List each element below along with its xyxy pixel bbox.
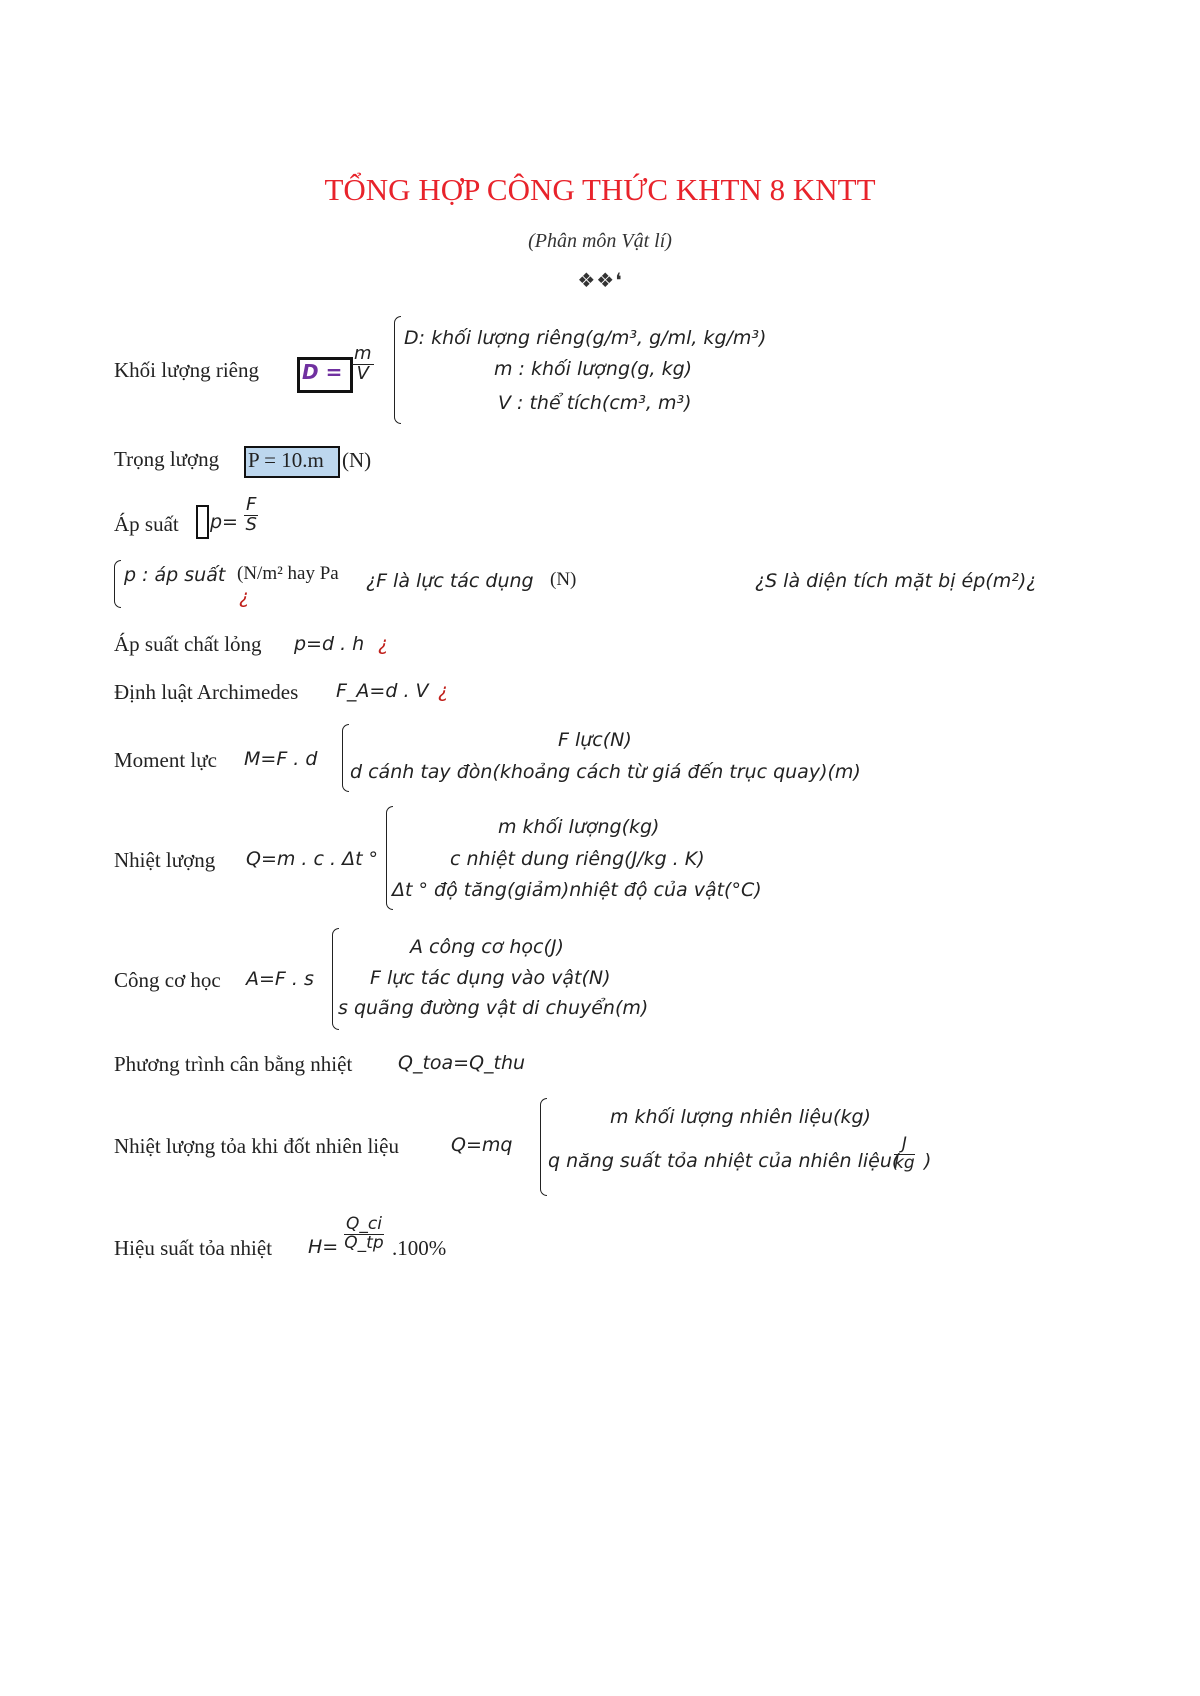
fuel-def-2: q năng suất tỏa nhiệt của nhiên liệu( [548, 1150, 900, 1172]
moment-def-1: F lực(N) [558, 729, 632, 751]
pressure-fraction [244, 496, 258, 535]
pressure-label: Áp suất [114, 512, 179, 536]
density-brace [394, 316, 401, 424]
pressure-p-def: p : áp suất [124, 564, 226, 586]
archimedes-formula: F_A=d . V [336, 680, 429, 702]
efficiency-den: Q_tp [344, 1232, 384, 1253]
pressure-f-def: ¿F là lực tác dụng [366, 570, 534, 592]
balance-formula: Q_toa=Q_thu [398, 1052, 526, 1074]
liquid-q: ¿ [378, 633, 389, 655]
liquid-formula: p=d . h [294, 633, 365, 655]
weight-formula: P = 10.m [248, 448, 324, 472]
page-title: TỔNG HỢP CÔNG THỨC KHTN 8 KNTT [324, 172, 876, 207]
work-def-2: F lực tác dụng vào vật(N) [370, 967, 611, 989]
balance-label: Phương trình cân bằng nhiệt [114, 1052, 353, 1076]
moment-brace [342, 724, 349, 792]
archimedes-q: ¿ [438, 680, 449, 702]
density-fraction [352, 345, 374, 384]
liquid-label: Áp suất chất lỏng [114, 632, 262, 656]
density-def-3: V : thể tích(cm³, m³) [498, 392, 692, 414]
pressure-f-unit: (N) [550, 569, 577, 590]
moment-def-2: d cánh tay đòn(khoảng cách từ giá đến trục quay)(m) [350, 761, 861, 783]
density-label: Khối lượng riêng [114, 358, 259, 382]
heat-formula: Q=m . c . Δt ° [246, 848, 379, 870]
efficiency-tail: .100% [392, 1236, 447, 1260]
work-formula: A=F . s [246, 968, 314, 990]
pressure-brace [114, 560, 121, 608]
moment-formula: M=F . d [244, 748, 318, 770]
weight-label: Trọng lượng [114, 447, 220, 471]
heat-label: Nhiệt lượng [114, 848, 216, 872]
moment-label: Moment lực [114, 748, 217, 772]
pressure-p-unit: (N/m² hay Pa [237, 563, 339, 584]
efficiency-lhs: H= [308, 1236, 339, 1258]
work-def-3: s quãng đường vật di chuyển(m) [338, 997, 649, 1019]
efficiency-num: Q_ci [346, 1214, 382, 1234]
heat-def-3: Δt ° độ tăng(giảm)nhiệt độ của vật(°C) [392, 879, 762, 901]
density-den: V [356, 362, 369, 384]
pressure-s-def: ¿S là diện tích mặt bị ép(m²)¿ [755, 570, 1037, 592]
work-label: Công cơ học [114, 968, 221, 992]
pressure-lhs: p= [210, 511, 238, 533]
fuel-unit-den: kg [894, 1152, 915, 1173]
page-subtitle: (Phân môn Vật lí) [528, 230, 672, 252]
density-def-1: D: khối lượng riêng(g/m³, g/ml, kg/m³) [404, 327, 767, 349]
fuel-close-paren: ) [924, 1150, 932, 1172]
pressure-q1: ¿ [239, 586, 250, 608]
efficiency-label: Hiệu suất tỏa nhiệt [114, 1236, 273, 1260]
efficiency-fraction [344, 1216, 384, 1253]
fuel-unit-num: J [894, 1136, 915, 1155]
density-num: m [354, 343, 372, 364]
fuel-label: Nhiệt lượng tỏa khi đốt nhiên liệu [114, 1134, 399, 1158]
heat-def-1: m khối lượng(kg) [498, 816, 660, 838]
heat-def-2: c nhiệt dung riêng(J/kg . K) [450, 848, 705, 870]
pressure-den: S [245, 513, 257, 535]
fuel-def-1: m khối lượng nhiên liệu(kg) [610, 1106, 871, 1128]
fuel-unit-fraction [894, 1136, 915, 1173]
pressure-num: F [246, 494, 257, 515]
work-def-1: A công cơ học(J) [410, 936, 564, 958]
density-def-2: m : khối lượng(g, kg) [494, 358, 693, 380]
weight-unit: (N) [342, 448, 372, 472]
density-lhs: D = [302, 360, 343, 384]
ornament: ❖❖❛ [577, 270, 623, 292]
pressure-marker-box [196, 505, 209, 539]
archimedes-label: Định luật Archimedes [114, 680, 299, 704]
fuel-formula: Q=mq [451, 1134, 513, 1156]
fuel-brace [540, 1098, 547, 1196]
